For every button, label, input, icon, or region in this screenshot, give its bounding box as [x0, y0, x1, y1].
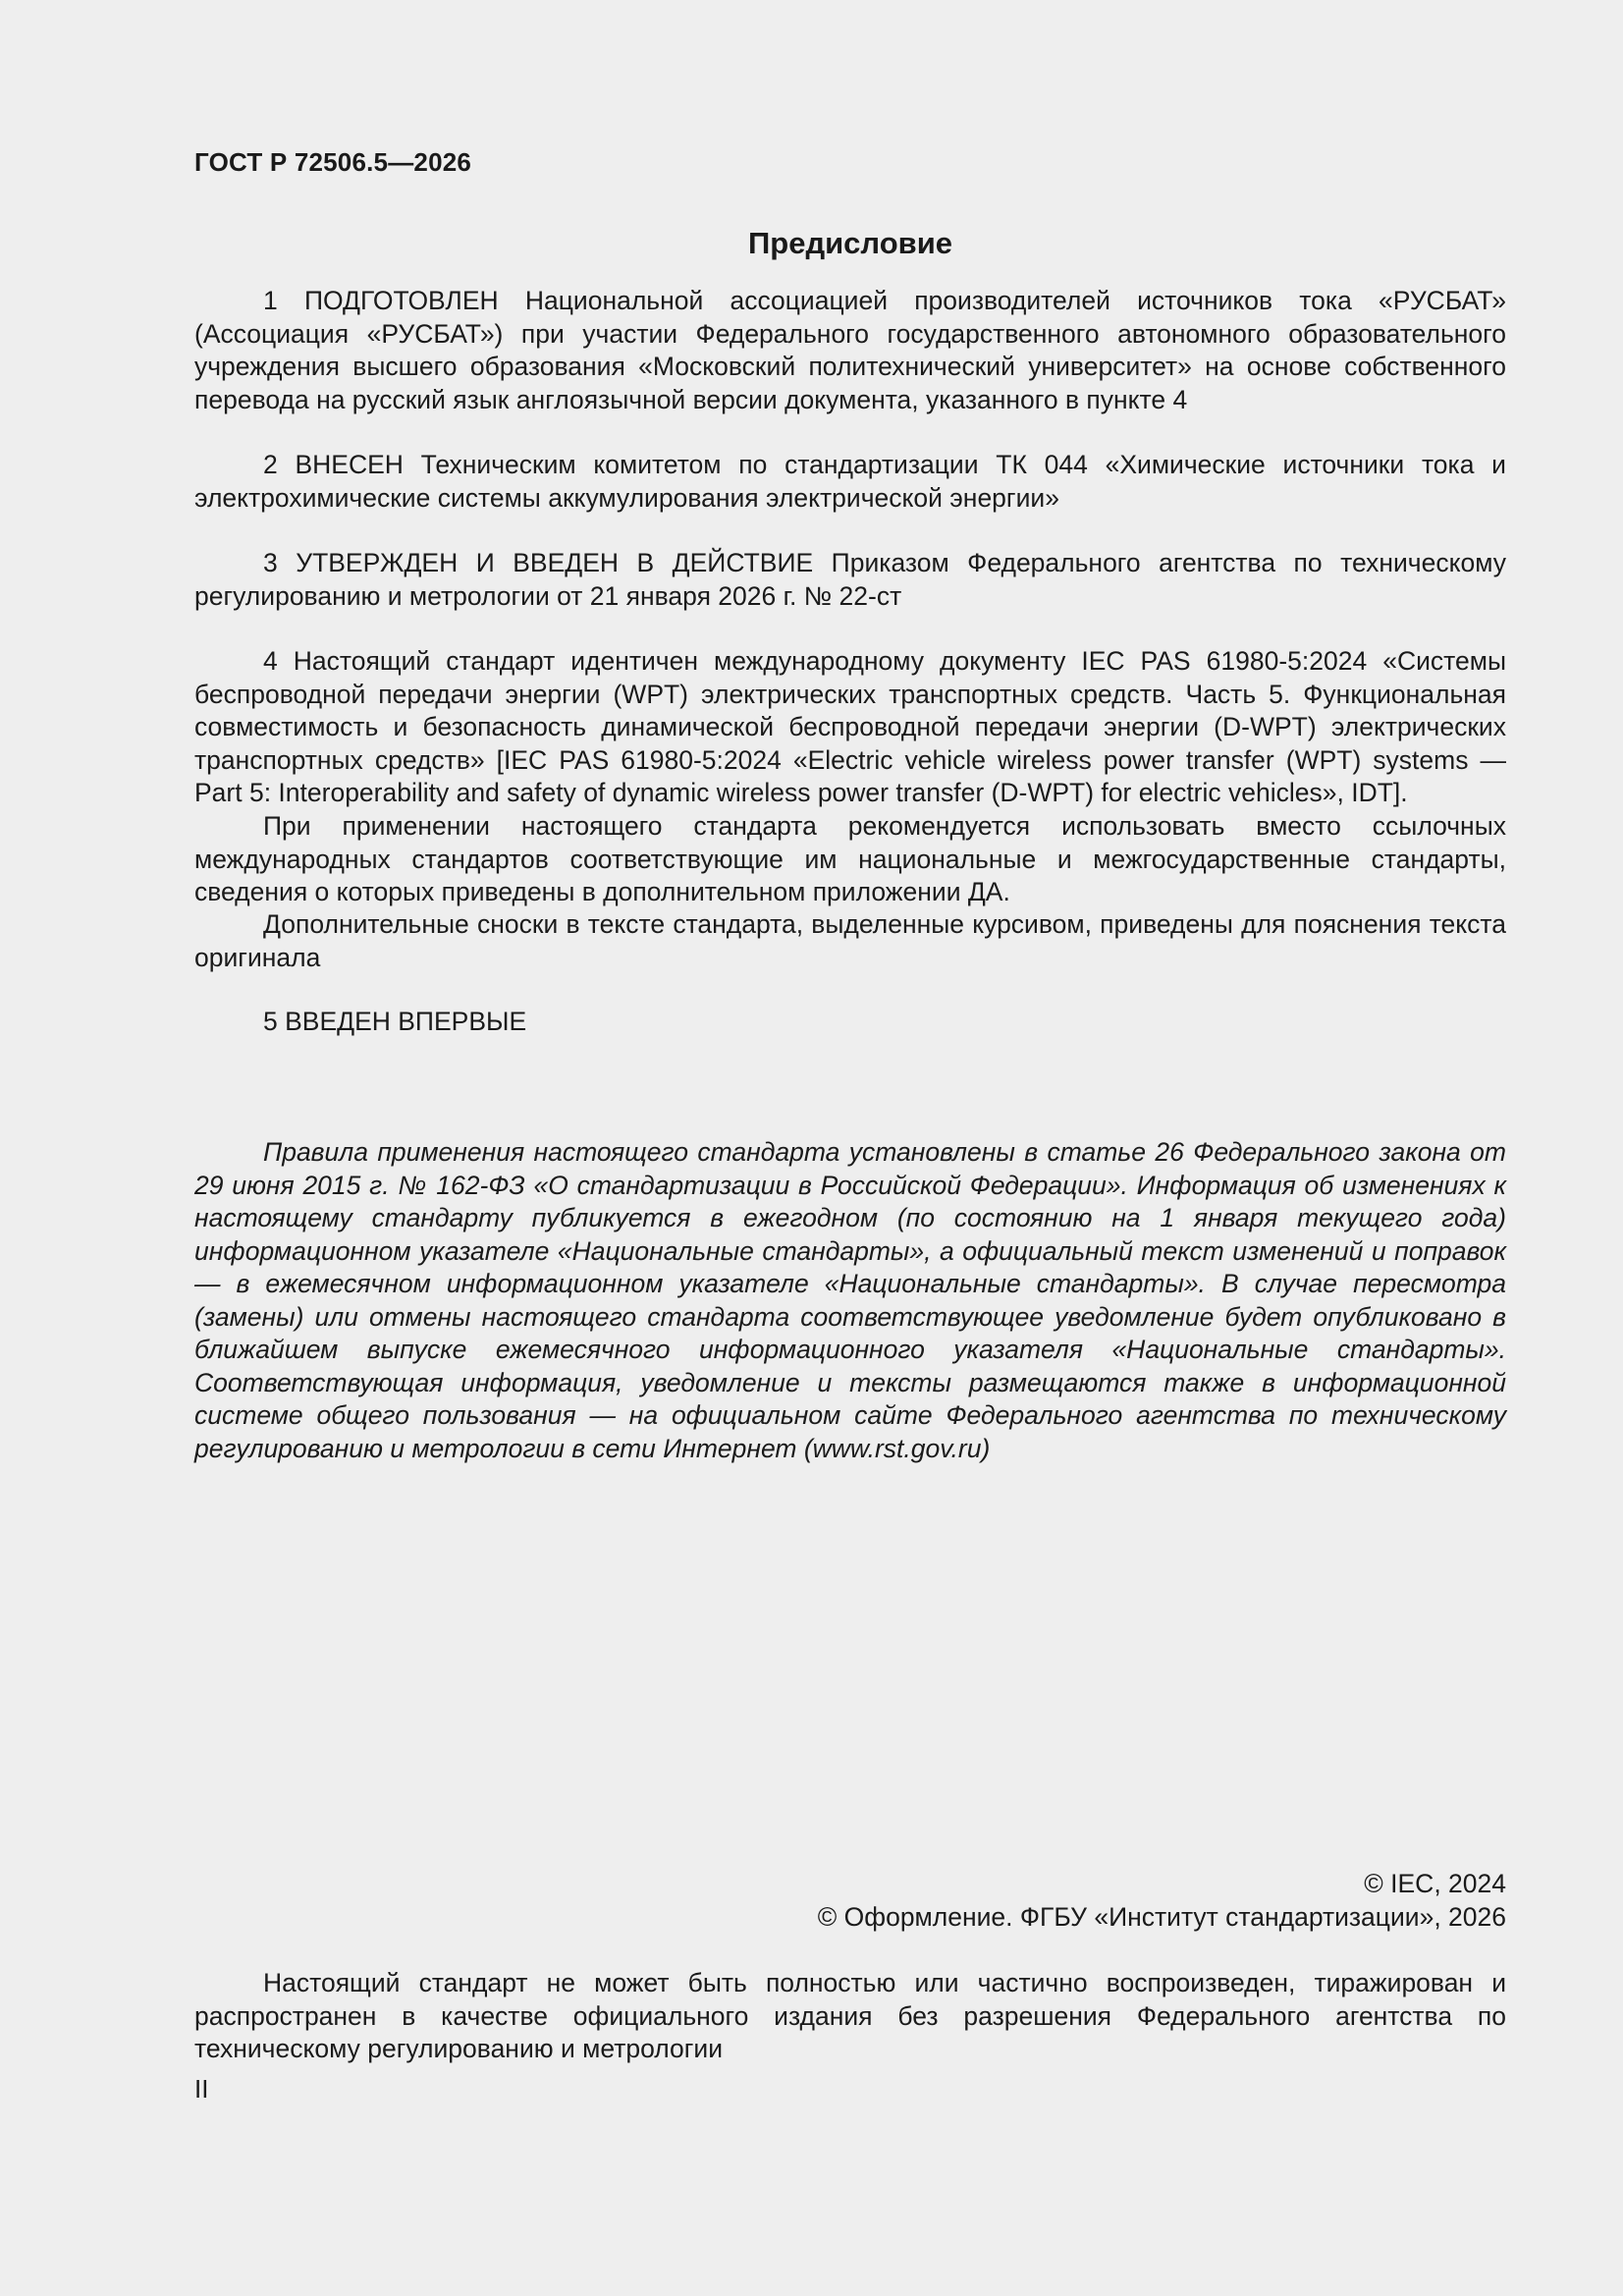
foreword-item-4-paragraph-3: Дополнительные сноски в тексте стандарта, выделенные курсивом, приведены для пояснения текста оригинала	[194, 909, 1506, 972]
foreword-item-3: 3 УТВЕРЖДЕН И ВВЕДЕН В ДЕЙСТВИЕ Приказом Федерального агентства по техническому регулированию и метрологии от 21 января 2026 г. № 22-ст	[194, 548, 1506, 611]
copyright-design: © Оформление. ФГБУ «Институт стандартизации», 2026	[817, 1902, 1506, 1932]
rules-of-application-notice: Правила применения настоящего стандарта установлены в статье 26 Федерального закона от 29 июня 2015 г. № 162-ФЗ «О стандартизации в Российской Федерации». Информация об изменениях к настоящему стандарту публикуется в ежегодном (по состоянию на 1 января текущего года) информационном указателе «Национальные стандарты», а официальный текст изменений и поправок — в ежемесячном информационном указателе «Национальные стандарты». В случае пересмотра (замены) или отмены настоящего стандарта соответствующее уведомление будет опубликовано в ближайшем выпуске ежемесячного информационного указателя «Национальные стандарты». Соответствующая информация, уведомление и тексты размещаются также в информационной системе общего пользования — на официальном сайте Федерального агентства по техническому регулированию и метрологии в сети Интернет (www.rst.gov.ru)	[194, 1137, 1506, 1463]
foreword-item-4-paragraph-2: При применении настоящего стандарта рекомендуется использовать вместо ссылочных международных стандартов соответствующие им национальные и межгосударственные стандарты, сведения о которых приведены в дополнительном приложении ДА.	[194, 811, 1506, 906]
foreword-item-1: 1 ПОДГОТОВЛЕН Национальной ассоциацией производителей источников тока «РУСБАТ» (Ассоциация «РУСБАТ») при участии Федерального государственного автономного образовательного учреждения высшего образования «Московский политехнический университет» на основе собственного перевода на русский язык англоязычной версии документа, указанного в пункте 4	[194, 286, 1506, 414]
document-page	[194, 0, 1506, 2296]
reproduction-notice: Настоящий стандарт не может быть полностью или частично воспроизведен, тиражирован и распространен в качестве официального издания без разрешения Федерального агентства по техническому регулированию и метрологии	[194, 1968, 1506, 2063]
copyright-iec: © IEC, 2024	[1364, 1869, 1506, 1898]
foreword-title: Предисловие	[747, 226, 952, 260]
foreword-item-5: 5 ВВЕДЕН ВПЕРВЫЕ	[263, 1007, 527, 1036]
foreword-item-4: 4 Настоящий стандарт идентичен международному документу IEC PAS 61980-5:2024 «Системы беспроводной передачи энергии (WPT) электрических транспортных средств. Часть 5. Функциональная совместимость и безопасность динамической беспроводной передачи энергии (D-WPT) электрических транспортных средств» [IEC PAS 61980-5:2024 «Electric vehicle wireless power transfer (WPT) systems — Part 5: Interoperability and safety of dynamic wireless power transfer (D-WPT) for electric vehicles», IDT].	[194, 646, 1506, 807]
page-number: II	[194, 2074, 209, 2104]
foreword-item-2: 2 ВНЕСЕН Техническим комитетом по стандартизации ТК 044 «Химические источники тока и электрохимические системы аккумулирования электрической энергии»	[194, 450, 1506, 513]
document-code-header: ГОСТ Р 72506.5—2026	[194, 147, 472, 177]
